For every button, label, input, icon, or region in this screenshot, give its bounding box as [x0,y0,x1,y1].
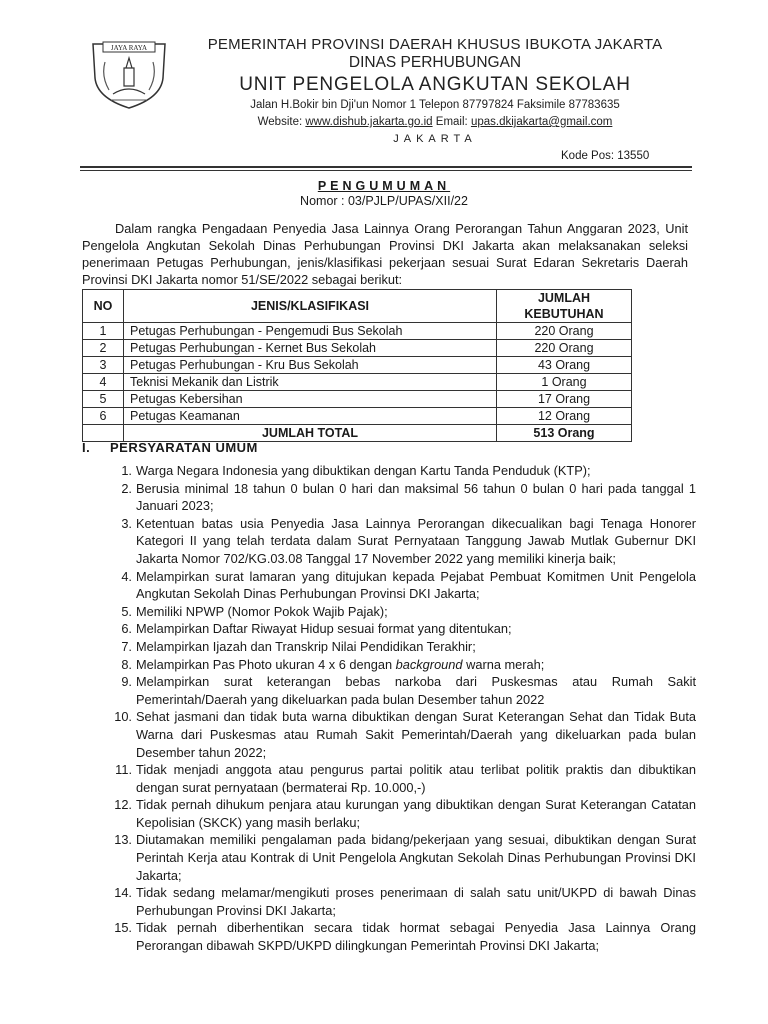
row-no: 2 [83,340,124,357]
total-label: JUMLAH TOTAL [124,425,497,442]
jakarta-coat-of-arms-logo [83,38,175,110]
list-item: 5. Memiliki NPWP (Nomor Pokok Wajib Pajak); [121,603,388,619]
row-jumlah: 12 Orang [497,408,632,425]
row-jumlah: 220 Orang [497,340,632,357]
list-item: 6. Melampirkan Daftar Riwayat Hidup sesuai format yang ditentukan; [121,621,512,637]
row-no: 3 [83,357,124,374]
postal-code: Kode Pos: 13550 [561,150,650,162]
list-item: 11. Tidak menjadi anggota atau pengurus partai politik atau terlibat politik praktis dan dibuktikan dengan surat pernyataan (bermaterai Rp. 10.000,-) [115,762,696,795]
list-item: 2. Berusia minimal 18 tahun 0 bulan 0 hari dan maksimal 56 tahun 0 bulan 0 hari pada tanggal 1 Januari 2023; [121,480,696,514]
email-link[interactable]: upas.dkijakarta@gmail.com [470,116,613,128]
intro-text: Dalam rangka Pengadaan Penyedia Jasa Lainnya Orang Perorangan Tahun Anggaran 2023, Unit Pengelola Angkutan Sekolah Dinas Perhubungan Provinsi DKI Jakarta akan melaksanakan seleksi penerimaan Petugas Perhubungan, jenis/klasifikasi pekerjaan sesuai Surat Edaran Sekretaris Daerah Provinsi DKI Jakarta nomor 51/SE/2022 sebagai berikut: [82,221,688,287]
section-heading [82,440,258,455]
header-jumlah: JUMLAH KEBUTUHAN [497,290,632,323]
letterhead-address: Jalan H.Bokir bin Dji'un Nomor 1 Telepon 87797824 Faksimile 87783635 [250,99,620,111]
job-requirements-table [82,289,632,442]
logo-text: JAYA RAYA [110,44,148,52]
letterhead-divider-thin [80,170,692,171]
list-item: 7. Melampirkan Ijazah dan Transkrip Nilai Pendidikan Terakhir; [121,638,476,654]
list-item: 10. Sehat jasmani dan tidak buta warna dibuktikan dengan Surat Keterangan Sehat dan Tidak Buta Warna dari Puskesmas atau Rumah Sakit Pemerintah/Daerah yang dikeluarkan pada bulan Desember tahun 2022; [114,709,696,760]
list-item: 14. Tidak sedang melamar/mengikuti proses penerimaan di salah satu unit/UKPD di bawah Dinas Perhubungan Provinsi DKI Jakarta; [114,885,696,918]
letterhead-unit: UNIT PENGELOLA ANGKUTAN SEKOLAH [239,74,631,95]
letterhead-department: DINAS PERHUBUNGAN [348,54,522,71]
header-jenis: JENIS/KLASIFIKASI [124,290,497,323]
shield-icon [83,38,175,110]
row-jenis: Petugas Perhubungan - Pengemudi Bus Sekolah [124,323,497,340]
row-jenis: Petugas Perhubungan - Kernet Bus Sekolah [124,340,497,357]
list-item: 4. Melampirkan surat lamaran yang ditujukan kepada Pejabat Pembuat Komitmen Unit Pengelola Angkutan Sekolah Dinas Perhubungan Provinsi DKI Jakarta; [121,568,696,602]
row-no: 5 [83,391,124,408]
list-item: 15. Tidak pernah diberhentikan secara tidak hormat sebagai Penyedia Jasa Lainnya Orang Perorangan dibawah SKPD/UKPD dilingkungan Pemerintah Provinsi DKI Jakarta; [114,920,696,954]
table-row [83,374,632,391]
table-row [83,408,632,425]
list-item: 9. Melampirkan surat keterangan bebas narkoba dari Puskesmas atau Rumah Sakit Pemerintah/Daerah yang dikeluarkan pada bulan Desember tahun 2022 [121,674,696,707]
row-jumlah: 43 Orang [497,357,632,374]
list-item: 3. Ketentuan batas usia Penyedia Jasa Lainnya Perorangan dikecualikan bagi Tenaga Honorer Kategori II yang telah terdata dalam Surat Pernyataan Tanggung Jawab Mutlak Gubernur DKI Jakarta Nomor 702/KG.03.08 Tanggal 17 November 2022 yang memiliki kinerja baik; [121,515,696,566]
requirements-list [108,462,696,955]
letterhead-government: PEMERINTAH PROVINSI DAERAH KHUSUS IBUKOTA JAKARTA [207,36,663,53]
table-header-row [83,290,632,323]
table-row [83,323,632,340]
row-jenis: Petugas Perhubungan - Kru Bus Sekolah [124,357,497,374]
letterhead-contacts [175,116,695,128]
row-jumlah: 17 Orang [497,391,632,408]
row-jumlah: 220 Orang [497,323,632,340]
list-item: 8. Melampirkan Pas Photo ukuran 4 x 6 dengan background warna merah; [121,656,545,672]
website-link[interactable]: www.dishub.jakarta.go.id [305,116,433,128]
announcement-number: Nomor : 03/PJLP/UPAS/XII/22 [300,194,468,208]
row-no: 1 [83,323,124,340]
row-jumlah: 1 Orang [497,374,632,391]
header-no: NO [83,290,124,323]
letterhead-city: JAKARTA [393,133,477,145]
table-row [83,357,632,374]
section-title: PERSYARATAN UMUM [110,440,258,455]
row-jenis: Petugas Kebersihan [124,391,497,408]
table-row [83,340,632,357]
list-item: 13. Diutamakan memiliki pengalaman pada bidang/pekerjaan yang sesuai, dibuktikan dengan Surat Perintah Kerja atau Kontrak di Unit Pengelola Angkutan Sekolah Dinas Perhubungan Provinsi DKI Jakarta; [114,832,696,883]
row-jenis: Petugas Keamanan [124,408,497,425]
section-number: I. [82,440,91,455]
total-value: 513 Orang [497,425,632,442]
row-jenis: Teknisi Mekanik dan Listrik [124,374,497,391]
table-row [83,391,632,408]
table-total-row [83,425,632,442]
email-label: Email: [435,116,468,128]
letterhead-divider [80,166,692,168]
row-no: 4 [83,374,124,391]
row-no: 6 [83,408,124,425]
list-item: 1. Warga Negara Indonesia yang dibuktikan dengan Kartu Tanda Penduduk (KTP); [121,463,591,478]
list-item: 12. Tidak pernah dihukum penjara atau kurungan yang dibuktikan dengan Surat Keterangan Catatan Kepolisian (SKCK) yang masih berlaku; [114,797,696,830]
intro-paragraph [82,220,688,288]
announcement-title: PENGUMUMAN [317,179,451,193]
website-label: Website: [257,116,303,128]
